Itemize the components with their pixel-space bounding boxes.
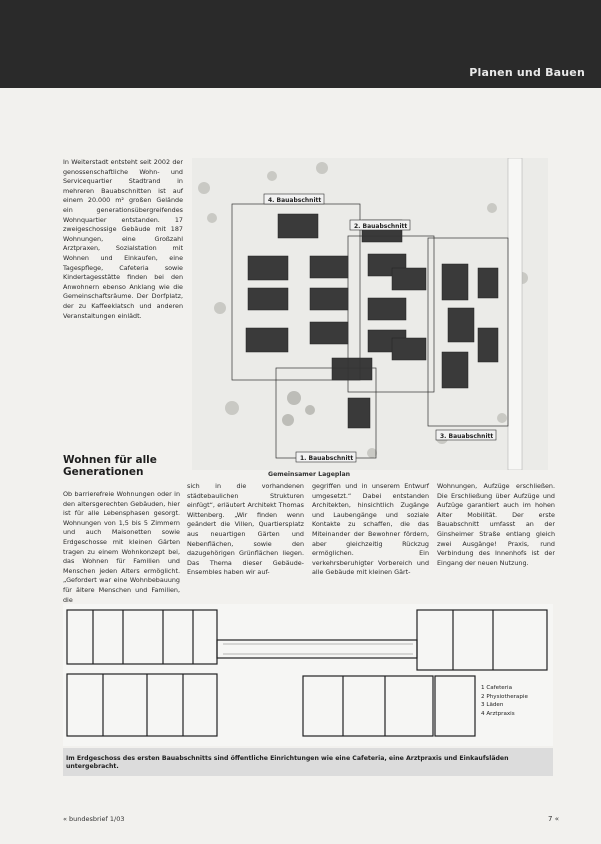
- floor-plan-drawing: [63, 604, 553, 746]
- label-ba1: 1. Bauabschnitt: [300, 455, 354, 462]
- legend-item-3: 3 Läden: [481, 702, 504, 709]
- label-ba4: 4. Bauabschnitt: [268, 197, 322, 204]
- body-column-4: Wohnungen, Aufzüge erschließen. Die Erschließung über Aufzüge und Aufzüge garantiert auch im hohen Alter Mobilität. Der erste Bauabschnitt umfasst an der Ginsheimer Straße entlang gleich zwei Ausgänge! Praxis, rund Verbindung des Innenhofs ist der Eingang der neuen Nutzung.: [437, 482, 555, 567]
- section-heading: Wohnen für alle Generationen: [63, 454, 157, 478]
- site-plan-map: [192, 158, 548, 470]
- body-column-2: sich in die vorhandenen städtebaulichen Strukturen einfügt“, erläutert Architekt Thomas Wittenberg. „Wir finden wenn geändert die Villen, Quartiersplatz aus neuartigen Gärten und Nebenflächen, sowie den dazugehörigen Grünflächen liegen. Das Thema dieser Gebäude-Ensembles haben wir auf-: [187, 482, 304, 577]
- legend-item-4: 4 Arztpraxis: [481, 710, 515, 717]
- footer-page-number: 7 «: [548, 815, 559, 823]
- site-plan-drawing: [192, 158, 548, 470]
- label-ba2: 2. Bauabschnitt: [354, 223, 408, 230]
- intro-paragraph: In Weiterstadt entsteht seit 2002 der genossenschaftliche Wohn- und Servicequartier Stadtrand in mehreren Bauabschnitten ist auf einem 20.000 m² großen Gelände ein generationsübergreifendes Wohnquartier entstanden. 17 zweigeschossige Gebäude mit 187 Wohnungen, eine Großzahl Arztpraxen, Sozialstation mit Wohnen und Einkaufen, eine Tagespflege, Cafeteria sowie Kindertagesstätte finden bei den Anwohnern ebenso Anklang wie die Gemeinschaftsräume. Der Dorfplatz, der zu Kaffeeklatsch und anderen Veranstaltungen einlädt.: [63, 158, 183, 320]
- legend-item-1: 1 Cafeteria: [481, 685, 512, 691]
- footer-publication: « bundesbrief 1/03: [63, 815, 125, 823]
- page-header-band: [0, 0, 601, 88]
- floor-plan-legend: [481, 684, 528, 718]
- site-plan-legend-title: Gemeinsamer Lageplan: [268, 471, 351, 478]
- body-column-3: gegriffen und in unserem Entwurf umgesetzt.“ Dabei entstanden Architekten, hinsichtlich Zugänge und Laubengänge und soziale Kontakte zu schaffen, die das Miteinander der Bewohner fördern, aber gleichzeitig Rückzug ermöglichen. Ein verkehrsberuhigter Vorbereich und alle Gebäude mit kleinen Gärt-: [312, 482, 429, 577]
- body-column-1: Ob barrierefreie Wohnungen oder in den altersgerechten Gebäuden, hier ist für alle Lebensphasen gesorgt. Wohnungen von 1,5 bis 5 Zimmern und auch Maisonetten sowie Erdgeschosse mit kleinen Gärten tragen zu einem Wohnkonzept bei, das Wohnen für Familien und Menschen jeden Alters ermöglicht. „Gefordert war eine Wohnbebauung für ältere Menschen und Familien, die: [63, 490, 180, 604]
- section-title: Planen und Bauen: [469, 66, 585, 79]
- legend-item-2: 2 Physiotherapie: [481, 693, 528, 700]
- figure-caption: Im Erdgeschoss des ersten Bauabschnitts sind öffentliche Einrichtungen wie eine Cafeteria, eine Arztpraxis und Einkaufsläden untergebracht.: [66, 755, 509, 770]
- ground-floor-plan: [63, 604, 553, 746]
- label-ba3: 3. Bauabschnitt: [440, 433, 494, 440]
